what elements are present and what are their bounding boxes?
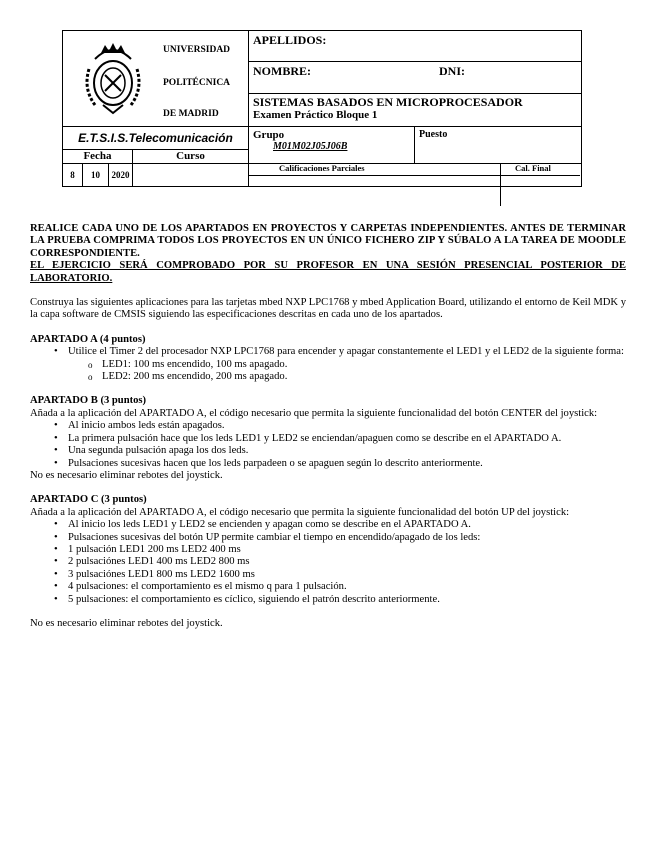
grupo-cell	[249, 127, 415, 164]
list-item	[68, 346, 626, 383]
exam-content	[30, 223, 626, 630]
cal-final-header: Cal. Final	[515, 163, 551, 173]
apellidos-field	[249, 31, 582, 62]
list-item: • Una segunda pulsación apaga los dos leds.	[68, 445, 626, 457]
exam-title: Examen Práctico Bloque 1	[253, 108, 378, 121]
fecha-header: Fecha	[63, 150, 133, 164]
list-item: o LED2: 200 ms encendido, 200 ms apagado.	[102, 371, 626, 383]
calificaciones-header: Calificaciones Parciales	[279, 163, 365, 173]
date-year: 2020	[109, 164, 133, 187]
university-logo-cell	[63, 31, 249, 127]
list-item: • 2 pulsaciónes LED1 400 ms LED2 800 ms	[68, 556, 626, 568]
cal-final-divider	[500, 175, 501, 206]
list-item: • 1 pulsación LED1 200 ms LED2 400 ms	[68, 544, 626, 556]
dni-label: DNI:	[439, 64, 465, 79]
apellidos-label: APELLIDOS:	[253, 33, 327, 47]
subject-title: SISTEMAS BASADOS EN MICROPROCESADOR	[253, 94, 523, 109]
university-line-2: POLITÉCNICA	[163, 78, 231, 88]
grades-divider	[248, 175, 580, 176]
apartado-b-list	[30, 420, 626, 470]
grupo-value: M01M02J05J06B	[273, 141, 348, 152]
curso-header: Curso	[133, 150, 249, 164]
apartado-b-intro: Añada a la aplicación del APARTADO A, el código necesario que permita la siguiente funcionalidad del botón CENTER del joystick:	[30, 407, 598, 419]
list-item: • Al inicio los leds LED1 y LED2 se encienden y apagan como se describe en el APARTADO A.	[68, 519, 626, 531]
apartado-c-intro: Añada a la aplicación del APARTADO A, el código necesario que permita la siguiente funcionalidad del botón UP del joystick:	[30, 506, 570, 518]
apartado-b-note: No es necesario eliminar rebotes del joystick.	[30, 469, 223, 481]
instructions-description: Construya las siguientes aplicaciones para las tarjetas mbed NXP LPC1768 y mbed Application Board, utilizando el entorno de Keil MDK y la capa software de CMSIS siguiendo las especificaciones descritas en cada uno de los apartados.	[30, 297, 626, 321]
date-month: 10	[83, 164, 109, 187]
date-day: 8	[63, 164, 83, 187]
apartado-a-title: APARTADO A (4 puntos)	[30, 333, 146, 345]
list-item: • Al inicio ambos leds están apagados.	[68, 420, 626, 432]
nombre-dni-field	[249, 62, 582, 93]
curso-value	[133, 164, 249, 187]
puesto-cell	[415, 127, 582, 164]
nombre-label: NOMBRE:	[253, 64, 311, 79]
apartado-c-list	[30, 519, 626, 606]
school-name: E.T.S.I.S.Telecomunicación	[63, 127, 249, 150]
grupo-label: Grupo	[253, 129, 285, 141]
university-line-3: DE MADRID	[163, 109, 219, 119]
apartado-a-list	[30, 346, 626, 383]
list-item: • Pulsaciones sucesivas del botón UP permite cambiar el tiempo en encendido/apagado de los leds:	[68, 532, 626, 544]
puesto-label: Puesto	[419, 129, 448, 140]
apartado-a-sublist	[68, 359, 626, 384]
list-item: o LED1: 100 ms encendido, 100 ms apagado.	[102, 359, 626, 371]
subject-cell	[249, 93, 582, 126]
instructions-warning-underlined: EL EJERCICIO SERÁ COMPROBADO POR SU PROFESOR EN UNA SESIÓN PRESENCIAL POSTERIOR DE LABORATORIO.	[30, 260, 626, 284]
list-item: • 4 pulsaciones: el comportamiento es el mismo q para 1 pulsación.	[68, 581, 626, 593]
instructions-warning: REALICE CADA UNO DE LOS APARTADOS EN PROYECTOS Y CARPETAS INDEPENDIENTES. ANTES DE TERMINAR LA PRUEBA COMPRIMA TODOS LOS PROYECTOS EN UN ÚNICO FICHERO ZIP Y SÚBALO A LA TAREA DE MOODLE CORRESPONDIENTE.	[30, 223, 626, 259]
apartado-c-title: APARTADO C (3 puntos)	[30, 494, 147, 506]
upm-crest-icon	[81, 39, 145, 115]
apartado-a-bullet: Utilice el Timer 2 del procesador NXP LPC1768 para encender y apagar constantemente el LED1 y el LED2 de la siguiente forma:	[68, 346, 624, 358]
list-item: • La primera pulsación hace que los leds LED1 y LED2 se enciendan/apaguen como se describe en el APARTADO A.	[68, 433, 626, 445]
list-item: • 3 pulsaciónes LED1 800 ms LED2 1600 ms	[68, 569, 626, 581]
apartado-b-title: APARTADO B (3 puntos)	[30, 395, 147, 407]
list-item: • Pulsaciones sucesivas hacen que los leds parpadeen o se apaguen según lo descrito anteriormente.	[68, 458, 626, 470]
university-line-1: UNIVERSIDAD	[163, 45, 231, 55]
apartado-c-note: No es necesario eliminar rebotes del joystick.	[30, 617, 223, 629]
list-item: • 5 pulsaciones: el comportamiento es cíclico, siguiendo el patrón descrito anteriormente.	[68, 594, 626, 606]
